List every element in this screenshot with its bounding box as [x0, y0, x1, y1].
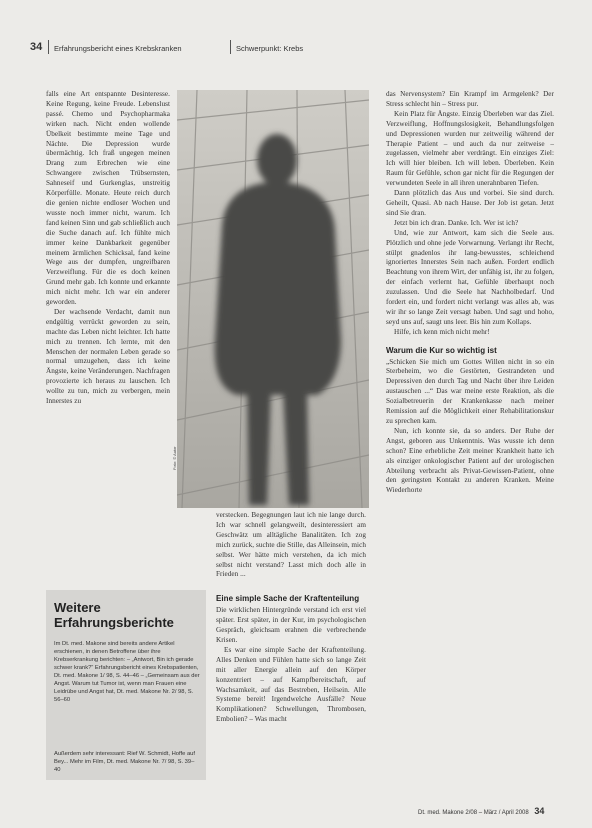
page-header	[30, 40, 570, 56]
header-section: Erfahrungsbericht eines Krebskranken	[54, 44, 182, 53]
paragraph: Nun, ich konnte sie, da so anders. Der Ruhe der Angst, geboren aus Unkenntnis. Was wusste ich denn schon? Eine erhebliche Zeit meiner Krankheit hatte ich als einziger onkologischer Patient auf der urologischen Abteilung verbracht als Privat-Gewissen-Patient, ohne den geringsten Kontakt zu anderen Kranken. Meine Wiederhorte	[386, 426, 554, 495]
column-right	[386, 90, 554, 790]
column-middle	[216, 511, 366, 801]
paragraph: Jetzt bin ich dran. Danke. Ich. Wer ist ich?	[394, 218, 519, 227]
paragraph: verstecken. Begegnungen laut ich nie lange durch. Ich war schnell gelangweilt, desinteressiert am Geschwätz um alltägliche Banalitäten. Ich zog mich zurück, suchte die Stille, das Alleinsein, mich selbst. Wer hätte mich verstehen, da ich mich selbst nicht verstand? Lasst mich doch alle in Frieden ...	[216, 511, 366, 579]
info-box	[46, 590, 206, 780]
shadow-photo	[177, 90, 369, 508]
info-box-title-line: Erfahrungsberichte	[54, 615, 174, 630]
footer-page-number: 34	[534, 806, 545, 816]
photo-image	[177, 90, 369, 508]
footer-journal: Dt. med. Makone 2/08 – März / April 2008	[418, 810, 529, 816]
paragraph: Die wirklichen Hintergründe verstand ich erst viel später. Erst später, in der Kur, im psychologischen Gespräch, gleichsam erahnen die verbrechende Krisen.	[216, 606, 366, 644]
info-box-text: Im Dt. med. Makone sind bereits andere Artikel erschienen, in denen Betroffene über ihre Krebserkrankung berichten: – „Antwort, Bin ich gerade schwer krank?“ Erfahrungsbericht eines Krebspatienten, Dt. med. Makone 1/ 98, S. 44–46 – „Gemeinsam aus der Angst. Warum tut Tumor ist, wenn man Frauen eine Leidrübe und Angst hat, Dt. med. Makone Nr. 2/ 98, S. 56–60	[54, 641, 200, 703]
column-left	[46, 90, 170, 582]
paragraph: Es war eine simple Sache der Kraftenteilung. Alles Denken und Fühlen hatte sich so lange Zeit mit aller Energie allein auf den Körper konzentriert – auf Kampfbereitschaft, auf Wachsamkeit, auf das Bestreben, Heilsein. Alle Systeme bereit! Irgendwelche Ausfälle? Neue Komplikationen? Schwellungen, Thrombosen, Embolien? – Was macht	[216, 645, 366, 724]
header-divider	[230, 40, 231, 54]
page-footer	[418, 806, 544, 816]
paragraph: Der wachsende Verdacht, damit nun endgültig verrückt geworden zu sein, machte das Leben nicht leichter. Ich hatte mich zu trennen. Ich lernte, mit den Menschen der normalen Leben gerade so normal umzugehen, dass ich keine Ängste, keine Veränderungen. Nachfragen provozierte ich heraus zu lauschen. Ich wollte zu tun, mich zu verbergen, mein Innerstes zu	[46, 307, 170, 406]
header-topic: Schwerpunkt: Krebs	[236, 44, 304, 53]
info-box-text: Außerdem sehr interessant: Rief W. Schmidt, Hoffe auf Bey... Mehr im Film, Dt. med. Makone Nr. 7/ 98, S. 39–40	[54, 751, 196, 773]
paragraph: „Schicken Sie mich um Gottes Willen nicht in so ein Sterbeheim, wo die Gestörten, Gestrandeten und Depressiven den durch Tag und Nacht über ihre Leiden austauschen ...“ Das war meine erste Reaktion, als die Sozialbetreuerin der Krankenkasse nach meiner Remission auf die Möglichkeit einer Rehabilitationskur zu sprechen kam.	[386, 357, 554, 425]
info-box-title	[54, 600, 174, 630]
subheading: Warum die Kur so wichtig ist	[386, 345, 497, 355]
paragraph: das Nervensystem? Ein Krampf im Armgelenk? Der Stress schlecht hin – Stress pur.	[386, 90, 554, 108]
paragraph: Und, wie zur Antwort, kam sich die Seele aus. Plötzlich und ohne jede Vorwarnung. Verlangt ihr Recht, stülpt gnadenlos ihr lang-bewusstes, schleichend ignoriertes Innerstes Sein nach außen. Fordert endlich Beachtung von ihrem Wirt, der unfähig ist, ihr zu folgen, der einfach verlernt hat, Gefühle überhaupt noch zuzulassen. Und die Seele hat Nachholbedarf. Und fordert ein, und fordert nicht verlangt was alles ab, was wir ihr so lange Zeit versagt haben. Und sagt und hoho, seyd uns auf, saugt uns leer. Bis hin zum Kollaps.	[386, 228, 554, 326]
paragraph: Hilfe, ich kenn mich nicht mehr!	[394, 327, 490, 336]
paragraph: Dann plötzlich das Aus und vorbei. Sie sind durch. Geheilt, Quasi. Ab nach Hause. Der Job ist getan. Jetzt sind Sie dran.	[386, 189, 554, 217]
subheading: Eine simple Sache der Kraftenteilung	[216, 594, 360, 604]
paragraph: Kein Platz für Ängste. Einzig Überleben war das Ziel. Verzweiflung, Hoffnungslosigkeit, Behandlungsfolgen und Depressionen wurden nur zeitweilig während der Therapie Patient – und auch da nur zeitweise – zugelassen, vielmehr aber verdrängt. Ein einziges Ziel: Ich will hier bleiben. Ich will leben. Überleben. Kein Raum für Gefühle, schon gar nicht für die Regungen der verwundeten Seele in all ihren unerahnbaren Tiefen.	[386, 109, 554, 188]
header-divider	[48, 40, 49, 54]
info-box-title-line: Weitere	[54, 600, 101, 615]
photo-credit: Foto: © Autor	[172, 446, 177, 470]
paragraph: falls eine Art entspannte Desinteresse. Keine Regung, keine Freude. Lebenslust passé. Chemo und Psychopharmaka wirken nach. Nicht enden wollende Übelkeit bestimmte meine Tage und Nächte. Die Depression wurde übermächtig. Ich fraß ungegen meinen Drang zum Erbrechen wie eine Schwangere zwischen Trübsernsten, Sahneseif und Gurkenglas, unstreitig Körperfülle. Monate. Heute reich durch die genien nichte endloser Wochen und wusste noch immer nicht, warum. Ich fand keinen Sinn und gab schließlich auch die Suche danach auf. Ich fühlte mich immer keine Dankbarkeit gegenüber meinem ärmlichen Schicksal, fand keine Wege aus der dumpfen, ungreifbaren Verzweiflung. Für die es doch keinen Grund mehr gab. Ich konnte und erkannte mich nicht mehr. Ich war ein anderer geworden.	[46, 90, 170, 307]
page-number: 34	[30, 41, 43, 53]
